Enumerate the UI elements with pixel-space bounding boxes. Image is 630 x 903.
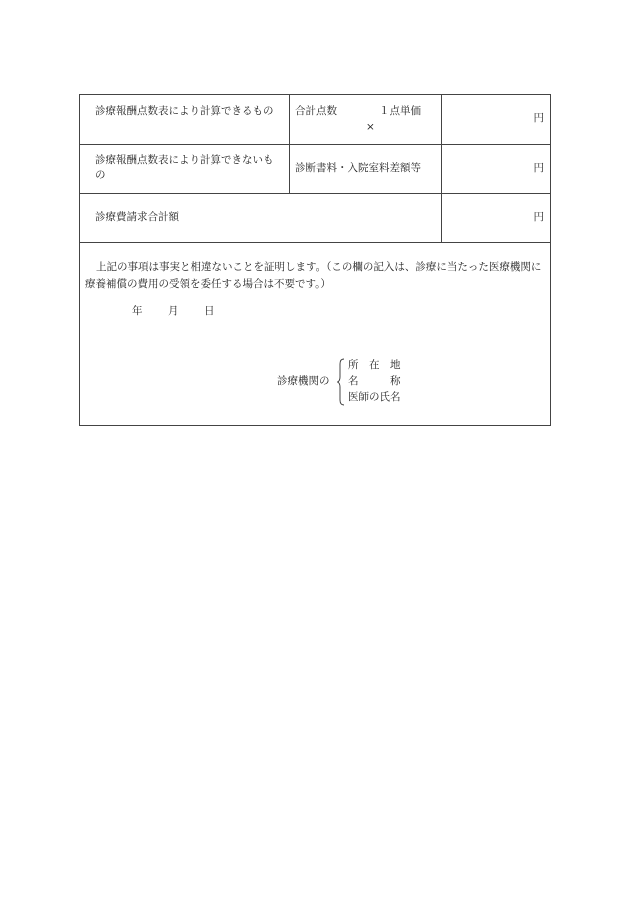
certification-statement: 上記の事項は事実と相違ないことを証明します。（この欄の記入は、診療に当たった医療機関に療養補償の費用の受領を委任する場合は不要です。） <box>85 261 542 290</box>
address-label: 所 在 地 <box>348 359 401 371</box>
left-brace-icon <box>337 358 345 406</box>
unit-price-label: １点単価 <box>379 105 421 117</box>
institution-label: 診療機関の <box>277 375 330 387</box>
name-label: 名 称 <box>348 375 401 387</box>
row2-yen-unit: 円 <box>533 162 544 174</box>
multiply-sign: × <box>366 121 375 133</box>
column-divider-amount <box>441 95 442 242</box>
total-claim-label: 診療費請求合計額 <box>95 211 179 223</box>
row-divider-2 <box>80 193 550 194</box>
month-label: 月 <box>168 305 179 317</box>
total-points-label: 合計点数 <box>295 105 337 117</box>
row1-yen-unit: 円 <box>533 112 544 124</box>
day-label: 日 <box>204 305 215 317</box>
column-divider-label <box>289 95 290 193</box>
row2-label: 診療報酬点数表により計算できないもの <box>95 154 274 181</box>
row-divider-1 <box>80 144 550 145</box>
row-divider-3 <box>80 242 550 243</box>
certificate-fee-label: 診断書料・入院室料差額等 <box>295 162 421 174</box>
row1-label: 診療報酬点数表により計算できるもの <box>95 105 274 117</box>
year-label: 年 <box>132 305 143 317</box>
row3-yen-unit: 円 <box>533 211 544 223</box>
billing-certification-form <box>79 94 551 426</box>
doctor-name-label: 医師の氏名 <box>348 391 401 403</box>
